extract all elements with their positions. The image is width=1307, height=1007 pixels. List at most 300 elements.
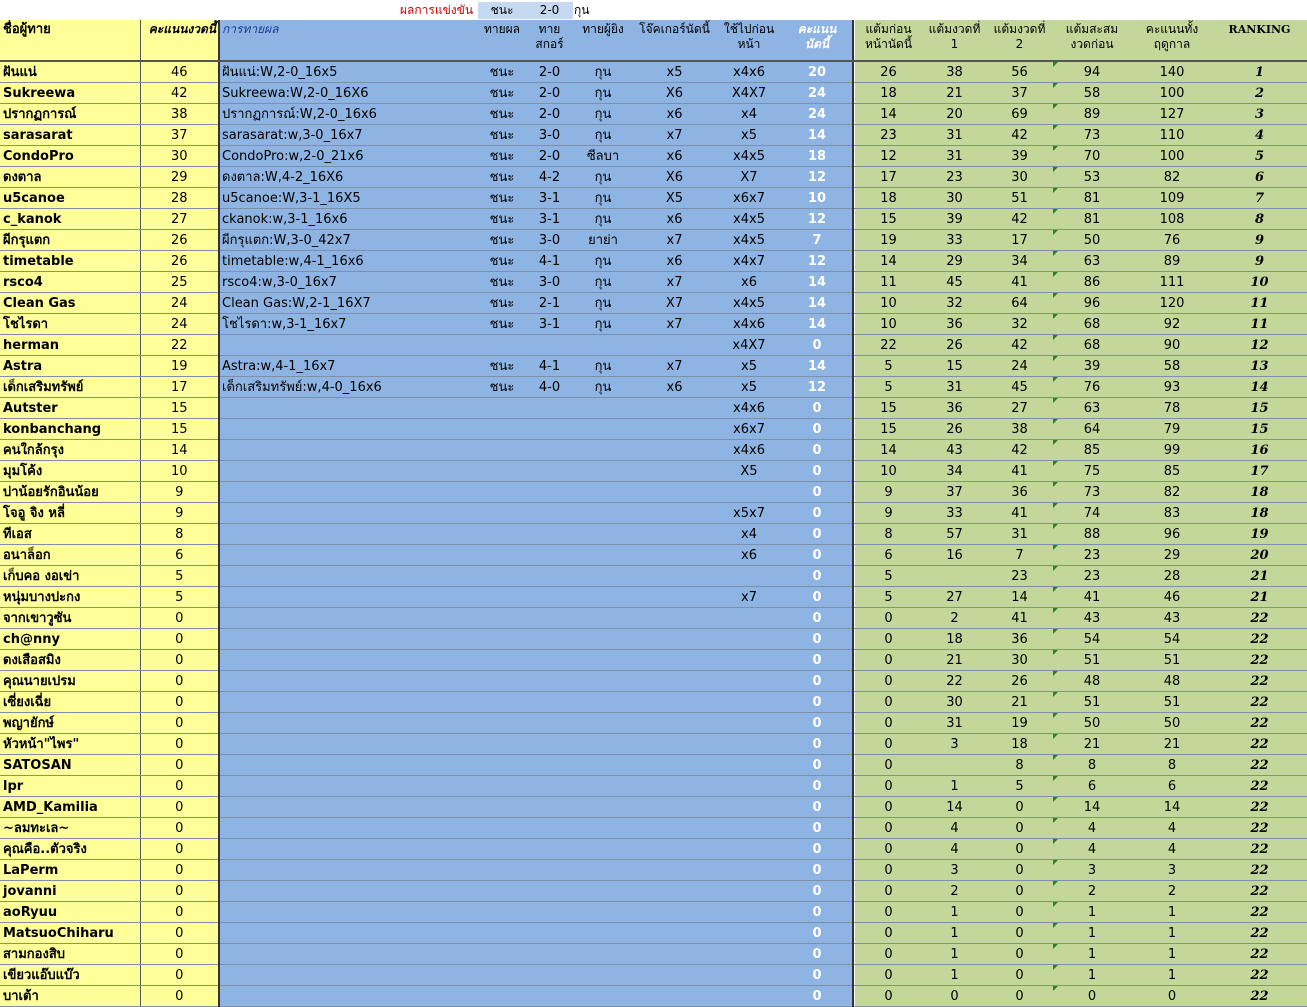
round-points-cell[interactable]: 0 [140,902,219,923]
points-before-cell[interactable]: 15 [855,419,922,440]
rank-cell[interactable]: 6 [1212,167,1307,188]
today-points-cell[interactable]: 12 [782,167,853,188]
points-before-cell[interactable]: 0 [855,839,922,860]
season-points-cell[interactable]: 1 [1132,902,1212,923]
joker-today-cell[interactable]: x7 [633,230,716,251]
rank-cell[interactable]: 22 [1212,692,1307,713]
guess-score-cell[interactable] [526,650,573,671]
cumulative-points-cell[interactable]: 89 [1052,104,1132,125]
header-joker-used[interactable]: ใช้ไปก่อน หน้า [716,20,782,61]
points-before-cell[interactable]: 22 [855,335,922,356]
round2-points-cell[interactable]: 27 [987,398,1052,419]
today-points-cell[interactable]: 0 [782,986,853,1007]
guess-result-cell[interactable] [478,566,526,587]
guess-result-cell[interactable] [478,734,526,755]
rank-cell[interactable]: 22 [1212,671,1307,692]
header-guess-score[interactable]: ทาย สกอร์ [526,20,573,61]
guess-score-cell[interactable]: 3-0 [526,125,573,146]
guess-score-cell[interactable]: 3-1 [526,314,573,335]
prediction-text-cell[interactable] [219,965,478,986]
joker-used-cell[interactable]: x4 [716,104,782,125]
rank-cell[interactable]: 22 [1212,734,1307,755]
round1-points-cell[interactable]: 1 [922,944,987,965]
joker-used-cell[interactable]: x5 [716,377,782,398]
points-before-cell[interactable]: 0 [855,755,922,776]
round2-points-cell[interactable]: 0 [987,839,1052,860]
season-points-cell[interactable]: 2 [1132,881,1212,902]
points-before-cell[interactable]: 0 [855,944,922,965]
round-points-cell[interactable]: 0 [140,692,219,713]
today-points-cell[interactable]: 12 [782,209,853,230]
prediction-text-cell[interactable]: Sukreewa:W,2-0_16X6 [219,83,478,104]
rank-cell[interactable]: 22 [1212,881,1307,902]
joker-used-cell[interactable] [716,692,782,713]
round2-points-cell[interactable]: 7 [987,545,1052,566]
season-points-cell[interactable]: 85 [1132,461,1212,482]
cumulative-points-cell[interactable]: 70 [1052,146,1132,167]
guess-result-cell[interactable]: ชนะ [478,209,526,230]
guess-result-cell[interactable]: ชนะ [478,83,526,104]
prediction-text-cell[interactable] [219,566,478,587]
guess-result-cell[interactable]: ชนะ [478,188,526,209]
joker-used-cell[interactable] [716,923,782,944]
round-points-cell[interactable]: 17 [140,377,219,398]
today-points-cell[interactable]: 0 [782,818,853,839]
prediction-text-cell[interactable] [219,587,478,608]
round1-points-cell[interactable]: 3 [922,860,987,881]
points-before-cell[interactable]: 0 [855,713,922,734]
player-name-cell[interactable]: AMD_Kamilia [0,797,140,818]
guess-score-cell[interactable]: 4-1 [526,251,573,272]
round1-points-cell[interactable]: 33 [922,230,987,251]
round1-points-cell[interactable]: 26 [922,419,987,440]
prediction-text-cell[interactable] [219,671,478,692]
prediction-text-cell[interactable] [219,755,478,776]
joker-used-cell[interactable] [716,650,782,671]
round1-points-cell[interactable]: 3 [922,734,987,755]
joker-used-cell[interactable] [716,839,782,860]
player-name-cell[interactable]: aoRyuu [0,902,140,923]
joker-today-cell[interactable] [633,503,716,524]
rank-cell[interactable]: 22 [1212,965,1307,986]
prediction-text-cell[interactable] [219,944,478,965]
guess-scorer-cell[interactable]: ยาย่า [573,230,633,251]
round2-points-cell[interactable]: 0 [987,881,1052,902]
round-points-cell[interactable]: 5 [140,587,219,608]
cumulative-points-cell[interactable]: 86 [1052,272,1132,293]
today-points-cell[interactable]: 7 [782,230,853,251]
guess-score-cell[interactable]: 4-2 [526,167,573,188]
round-points-cell[interactable]: 14 [140,440,219,461]
guess-result-cell[interactable] [478,524,526,545]
prediction-text-cell[interactable]: Clean Gas:W,2-1_16X7 [219,293,478,314]
joker-today-cell[interactable] [633,776,716,797]
points-before-cell[interactable]: 6 [855,545,922,566]
guess-result-cell[interactable] [478,881,526,902]
rank-cell[interactable]: 16 [1212,440,1307,461]
today-points-cell[interactable]: 0 [782,608,853,629]
guess-scorer-cell[interactable]: กุน [573,209,633,230]
prediction-text-cell[interactable] [219,608,478,629]
header-joker-today[interactable]: โจ๊คเกอร์นัดนี้ [633,20,716,61]
today-points-cell[interactable]: 14 [782,314,853,335]
cumulative-points-cell[interactable]: 1 [1052,944,1132,965]
round2-points-cell[interactable]: 56 [987,61,1052,83]
round-points-cell[interactable]: 24 [140,293,219,314]
cumulative-points-cell[interactable]: 1 [1052,902,1132,923]
guess-score-cell[interactable] [526,881,573,902]
guess-scorer-cell[interactable]: กุน [573,272,633,293]
points-before-cell[interactable]: 15 [855,398,922,419]
player-name-cell[interactable]: บาเต้า [0,986,140,1007]
points-before-cell[interactable]: 5 [855,356,922,377]
rank-cell[interactable]: 21 [1212,587,1307,608]
joker-used-cell[interactable]: x6 [716,545,782,566]
guess-scorer-cell[interactable]: กุน [573,293,633,314]
player-name-cell[interactable]: บ่าน้อยรักอินน้อย [0,482,140,503]
guess-result-cell[interactable] [478,797,526,818]
points-before-cell[interactable]: 26 [855,61,922,83]
player-name-cell[interactable]: มุมโค้ง [0,461,140,482]
header-guess-result[interactable]: ทายผล [478,20,526,61]
player-name-cell[interactable]: ปรากฏการณ์ [0,104,140,125]
round-points-cell[interactable]: 0 [140,608,219,629]
match-result-cell[interactable]: ชนะ [478,2,526,19]
today-points-cell[interactable]: 0 [782,503,853,524]
guess-result-cell[interactable] [478,776,526,797]
prediction-text-cell[interactable]: ฝันแน่:W,2-0_16x5 [219,61,478,83]
round1-points-cell[interactable]: 26 [922,335,987,356]
rank-cell[interactable]: 22 [1212,839,1307,860]
guess-score-cell[interactable] [526,629,573,650]
joker-used-cell[interactable] [716,986,782,1007]
prediction-text-cell[interactable] [219,881,478,902]
today-points-cell[interactable]: 12 [782,377,853,398]
guess-score-cell[interactable] [526,839,573,860]
guess-result-cell[interactable]: ชนะ [478,125,526,146]
round2-points-cell[interactable]: 5 [987,776,1052,797]
guess-result-cell[interactable] [478,923,526,944]
round-points-cell[interactable]: 9 [140,503,219,524]
season-points-cell[interactable]: 1 [1132,944,1212,965]
round2-points-cell[interactable]: 24 [987,356,1052,377]
guess-score-cell[interactable] [526,860,573,881]
guess-result-cell[interactable]: ชนะ [478,104,526,125]
points-before-cell[interactable]: 11 [855,272,922,293]
cumulative-points-cell[interactable]: 68 [1052,335,1132,356]
player-name-cell[interactable]: จากเขาวูซัน [0,608,140,629]
season-points-cell[interactable]: 0 [1132,986,1212,1007]
joker-used-cell[interactable] [716,818,782,839]
player-name-cell[interactable]: พญายักษ์ [0,713,140,734]
guess-score-cell[interactable] [526,461,573,482]
season-points-cell[interactable]: 4 [1132,839,1212,860]
rank-cell[interactable]: 1 [1212,61,1307,83]
points-before-cell[interactable]: 8 [855,524,922,545]
cumulative-points-cell[interactable]: 50 [1052,713,1132,734]
season-points-cell[interactable]: 100 [1132,146,1212,167]
points-before-cell[interactable]: 5 [855,587,922,608]
joker-today-cell[interactable] [633,839,716,860]
points-before-cell[interactable]: 0 [855,608,922,629]
round2-points-cell[interactable]: 42 [987,125,1052,146]
round2-points-cell[interactable]: 17 [987,230,1052,251]
guess-scorer-cell[interactable] [573,755,633,776]
guess-scorer-cell[interactable]: กุน [573,356,633,377]
guess-result-cell[interactable]: ชนะ [478,377,526,398]
rank-cell[interactable]: 11 [1212,314,1307,335]
joker-today-cell[interactable] [633,902,716,923]
guess-scorer-cell[interactable]: ซีลบา [573,146,633,167]
guess-result-cell[interactable] [478,860,526,881]
rank-cell[interactable]: 15 [1212,419,1307,440]
prediction-text-cell[interactable] [219,503,478,524]
rank-cell[interactable]: 22 [1212,776,1307,797]
points-before-cell[interactable]: 17 [855,167,922,188]
guess-scorer-cell[interactable] [573,734,633,755]
guess-scorer-cell[interactable] [573,881,633,902]
joker-used-cell[interactable]: x4x6 [716,314,782,335]
guess-score-cell[interactable] [526,818,573,839]
points-before-cell[interactable]: 23 [855,125,922,146]
header-cumulative[interactable]: แต้มสะสม งวดก่อน [1052,20,1132,61]
guess-score-cell[interactable]: 2-0 [526,83,573,104]
guess-score-cell[interactable]: 3-0 [526,230,573,251]
player-name-cell[interactable]: ch@nny [0,629,140,650]
round1-points-cell[interactable]: 36 [922,398,987,419]
joker-used-cell[interactable]: x4x6 [716,61,782,83]
points-before-cell[interactable]: 15 [855,209,922,230]
guess-scorer-cell[interactable] [573,818,633,839]
today-points-cell[interactable]: 0 [782,713,853,734]
player-name-cell[interactable]: Sukreewa [0,83,140,104]
round1-points-cell[interactable]: 15 [922,356,987,377]
guess-score-cell[interactable]: 2-0 [526,104,573,125]
season-points-cell[interactable]: 111 [1132,272,1212,293]
points-before-cell[interactable]: 0 [855,650,922,671]
guess-score-cell[interactable] [526,440,573,461]
rank-cell[interactable]: 22 [1212,860,1307,881]
guess-result-cell[interactable] [478,503,526,524]
rank-cell[interactable]: 21 [1212,566,1307,587]
season-points-cell[interactable]: 1 [1132,965,1212,986]
joker-today-cell[interactable]: x6 [633,104,716,125]
guess-scorer-cell[interactable] [573,608,633,629]
guess-scorer-cell[interactable] [573,629,633,650]
joker-used-cell[interactable]: X5 [716,461,782,482]
cumulative-points-cell[interactable]: 6 [1052,776,1132,797]
joker-today-cell[interactable]: X6 [633,83,716,104]
prediction-text-cell[interactable] [219,986,478,1007]
season-points-cell[interactable]: 93 [1132,377,1212,398]
prediction-text-cell[interactable]: CondoPro:w,2-0_21x6 [219,146,478,167]
guess-result-cell[interactable] [478,482,526,503]
round-points-cell[interactable]: 15 [140,398,219,419]
prediction-text-cell[interactable] [219,335,478,356]
joker-today-cell[interactable] [633,818,716,839]
joker-used-cell[interactable] [716,797,782,818]
prediction-text-cell[interactable]: Astra:w,4-1_16x7 [219,356,478,377]
season-points-cell[interactable]: 6 [1132,776,1212,797]
guess-result-cell[interactable] [478,713,526,734]
today-points-cell[interactable]: 0 [782,965,853,986]
prediction-text-cell[interactable] [219,923,478,944]
cumulative-points-cell[interactable]: 8 [1052,755,1132,776]
cumulative-points-cell[interactable]: 88 [1052,524,1132,545]
round-points-cell[interactable]: 0 [140,881,219,902]
guess-score-cell[interactable] [526,503,573,524]
joker-today-cell[interactable]: x5 [633,61,716,83]
round2-points-cell[interactable]: 39 [987,146,1052,167]
round-points-cell[interactable]: 0 [140,671,219,692]
points-before-cell[interactable]: 0 [855,881,922,902]
round1-points-cell[interactable]: 31 [922,713,987,734]
joker-used-cell[interactable] [716,944,782,965]
guess-scorer-cell[interactable]: กุน [573,61,633,83]
guess-score-cell[interactable]: 4-1 [526,356,573,377]
cumulative-points-cell[interactable]: 4 [1052,839,1132,860]
joker-used-cell[interactable] [716,902,782,923]
cumulative-points-cell[interactable]: 4 [1052,818,1132,839]
today-points-cell[interactable]: 0 [782,482,853,503]
joker-today-cell[interactable]: x7 [633,125,716,146]
cumulative-points-cell[interactable]: 75 [1052,461,1132,482]
season-points-cell[interactable]: 48 [1132,671,1212,692]
joker-used-cell[interactable]: x6x7 [716,188,782,209]
today-points-cell[interactable]: 0 [782,398,853,419]
round2-points-cell[interactable]: 51 [987,188,1052,209]
cumulative-points-cell[interactable]: 41 [1052,587,1132,608]
round2-points-cell[interactable]: 42 [987,335,1052,356]
guess-result-cell[interactable] [478,461,526,482]
prediction-text-cell[interactable] [219,524,478,545]
cumulative-points-cell[interactable]: 43 [1052,608,1132,629]
player-name-cell[interactable]: LaPerm [0,860,140,881]
prediction-text-cell[interactable] [219,398,478,419]
guess-scorer-cell[interactable] [573,587,633,608]
round1-points-cell[interactable]: 31 [922,377,987,398]
round2-points-cell[interactable]: 0 [987,944,1052,965]
player-name-cell[interactable]: อนาล็อก [0,545,140,566]
player-name-cell[interactable]: sarasarat [0,125,140,146]
guess-result-cell[interactable]: ชนะ [478,314,526,335]
joker-today-cell[interactable] [633,692,716,713]
joker-used-cell[interactable]: X7 [716,167,782,188]
round2-points-cell[interactable]: 0 [987,923,1052,944]
round2-points-cell[interactable]: 8 [987,755,1052,776]
round-points-cell[interactable]: 8 [140,524,219,545]
player-name-cell[interactable]: SATOSAN [0,755,140,776]
rank-cell[interactable]: 5 [1212,146,1307,167]
prediction-text-cell[interactable]: เด็กเสริมทรัพย์:w,4-0_16x6 [219,377,478,398]
cumulative-points-cell[interactable]: 21 [1052,734,1132,755]
round-points-cell[interactable]: 0 [140,818,219,839]
joker-used-cell[interactable]: x4x6 [716,398,782,419]
cumulative-points-cell[interactable]: 50 [1052,230,1132,251]
guess-scorer-cell[interactable] [573,482,633,503]
rank-cell[interactable]: 22 [1212,986,1307,1007]
today-points-cell[interactable]: 0 [782,944,853,965]
round-points-cell[interactable]: 0 [140,860,219,881]
season-points-cell[interactable]: 4 [1132,818,1212,839]
round-points-cell[interactable]: 5 [140,566,219,587]
guess-score-cell[interactable]: 2-1 [526,293,573,314]
today-points-cell[interactable]: 12 [782,251,853,272]
rank-cell[interactable]: 22 [1212,923,1307,944]
cumulative-points-cell[interactable]: 1 [1052,923,1132,944]
guess-result-cell[interactable]: ชนะ [478,251,526,272]
header-before-today[interactable]: แต้มก่อน หน้านัดนี้ [855,20,922,61]
round2-points-cell[interactable]: 26 [987,671,1052,692]
season-points-cell[interactable]: 29 [1132,545,1212,566]
guess-result-cell[interactable] [478,650,526,671]
rank-cell[interactable]: 9 [1212,251,1307,272]
round-points-cell[interactable]: 37 [140,125,219,146]
rank-cell[interactable]: 19 [1212,524,1307,545]
rank-cell[interactable]: 18 [1212,503,1307,524]
player-name-cell[interactable]: เขียวแอ๊บแบ๊ว [0,965,140,986]
season-points-cell[interactable]: 89 [1132,251,1212,272]
joker-used-cell[interactable]: x4x7 [716,251,782,272]
joker-used-cell[interactable] [716,755,782,776]
season-points-cell[interactable]: 8 [1132,755,1212,776]
season-points-cell[interactable]: 76 [1132,230,1212,251]
points-before-cell[interactable]: 5 [855,566,922,587]
guess-score-cell[interactable]: 2-0 [526,146,573,167]
player-name-cell[interactable]: CondoPro [0,146,140,167]
guess-result-cell[interactable] [478,755,526,776]
joker-today-cell[interactable]: x6 [633,377,716,398]
round-points-cell[interactable]: 46 [140,61,219,83]
guess-score-cell[interactable] [526,755,573,776]
season-points-cell[interactable]: 43 [1132,608,1212,629]
prediction-text-cell[interactable]: timetable:w,4-1_16x6 [219,251,478,272]
guess-result-cell[interactable]: ชนะ [478,230,526,251]
round-points-cell[interactable]: 10 [140,461,219,482]
rank-cell[interactable]: 20 [1212,545,1307,566]
round1-points-cell[interactable]: 30 [922,188,987,209]
joker-used-cell[interactable]: X4X7 [716,83,782,104]
rank-cell[interactable]: 22 [1212,650,1307,671]
joker-today-cell[interactable] [633,398,716,419]
cumulative-points-cell[interactable]: 63 [1052,398,1132,419]
prediction-text-cell[interactable] [219,419,478,440]
joker-used-cell[interactable]: x4x5 [716,230,782,251]
guess-score-cell[interactable] [526,566,573,587]
prediction-text-cell[interactable]: u5canoe:W,3-1_16X5 [219,188,478,209]
player-name-cell[interactable]: ~ลมทะเล~ [0,818,140,839]
guess-scorer-cell[interactable] [573,944,633,965]
joker-today-cell[interactable]: x7 [633,314,716,335]
round2-points-cell[interactable]: 0 [987,902,1052,923]
guess-scorer-cell[interactable] [573,713,633,734]
player-name-cell[interactable]: ผีกรุแตก [0,230,140,251]
player-name-cell[interactable]: MatsuoChiharu [0,923,140,944]
today-points-cell[interactable]: 0 [782,545,853,566]
today-points-cell[interactable]: 0 [782,461,853,482]
today-points-cell[interactable]: 0 [782,776,853,797]
joker-used-cell[interactable]: x4x6 [716,440,782,461]
round-points-cell[interactable]: 15 [140,419,219,440]
points-before-cell[interactable]: 18 [855,83,922,104]
cumulative-points-cell[interactable]: 3 [1052,860,1132,881]
today-points-cell[interactable]: 0 [782,734,853,755]
guess-score-cell[interactable] [526,923,573,944]
cumulative-points-cell[interactable]: 23 [1052,566,1132,587]
rank-cell[interactable]: 22 [1212,902,1307,923]
player-name-cell[interactable]: คุณคือ..ตัวจริง [0,839,140,860]
points-before-cell[interactable]: 18 [855,188,922,209]
